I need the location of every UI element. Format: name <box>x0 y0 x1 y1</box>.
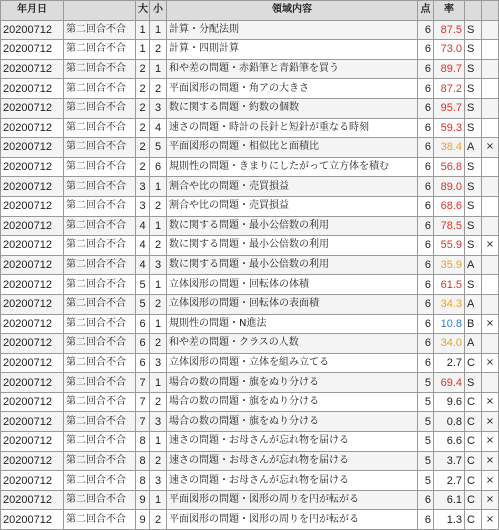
header-major: 大 <box>136 1 150 21</box>
session-cell: 第二回合不合 <box>64 157 136 177</box>
major-cell: 6 <box>136 334 150 354</box>
grade-cell: C <box>465 353 482 373</box>
rate-cell: 89.7 <box>434 59 465 79</box>
topic-cell: 計算・分配法則 <box>167 20 418 40</box>
rate-cell: 2.7 <box>434 353 465 373</box>
minor-cell: 3 <box>150 412 167 432</box>
date-cell: 20200712 <box>1 236 64 256</box>
minor-cell: 1 <box>150 59 167 79</box>
minor-cell: 2 <box>150 196 167 216</box>
minor-cell: 3 <box>150 471 167 491</box>
topic-cell: 計算・四則計算 <box>167 40 418 60</box>
session-cell: 第二回合不合 <box>64 236 136 256</box>
topic-cell: 割合や比の問題・売買損益 <box>167 196 418 216</box>
session-cell: 第二回合不合 <box>64 177 136 197</box>
points-cell: 6 <box>418 138 434 158</box>
minor-cell: 1 <box>150 490 167 510</box>
points-cell: 6 <box>418 118 434 138</box>
points-cell: 6 <box>418 510 434 530</box>
mark-cell: × <box>482 392 499 412</box>
grade-cell: C <box>465 412 482 432</box>
minor-cell: 5 <box>150 138 167 158</box>
table-row <box>1 138 499 158</box>
minor-cell: 2 <box>150 334 167 354</box>
mark-cell: × <box>482 451 499 471</box>
points-cell: 6 <box>418 334 434 354</box>
minor-cell: 2 <box>150 451 167 471</box>
date-cell: 20200712 <box>1 20 64 40</box>
table-row <box>1 40 499 60</box>
points-cell: 6 <box>418 59 434 79</box>
header-mark <box>482 1 499 21</box>
table-row <box>1 255 499 275</box>
rate-cell: 10.8 <box>434 314 465 334</box>
topic-cell: 場合の数の問題・旗をぬり分ける <box>167 392 418 412</box>
mark-cell <box>482 216 499 236</box>
points-cell: 5 <box>418 451 434 471</box>
points-cell: 6 <box>418 314 434 334</box>
rate-cell: 69.4 <box>434 373 465 393</box>
grade-cell: S <box>465 79 482 99</box>
table-row <box>1 196 499 216</box>
major-cell: 2 <box>136 98 150 118</box>
table-row <box>1 275 499 295</box>
rate-cell: 95.7 <box>434 98 465 118</box>
session-cell: 第二回合不合 <box>64 98 136 118</box>
date-cell: 20200712 <box>1 471 64 491</box>
points-cell: 6 <box>418 236 434 256</box>
rate-cell: 2.7 <box>434 471 465 491</box>
table-row <box>1 334 499 354</box>
major-cell: 2 <box>136 157 150 177</box>
header-row <box>1 1 499 21</box>
grade-cell: A <box>465 255 482 275</box>
table-row <box>1 432 499 452</box>
topic-cell: 平面図形の問題・図形の周りを円が転がる <box>167 510 418 530</box>
topic-cell: 和や差の問題・クラスの人数 <box>167 334 418 354</box>
points-cell: 6 <box>418 255 434 275</box>
minor-cell: 6 <box>150 157 167 177</box>
session-cell: 第二回合不合 <box>64 79 136 99</box>
mark-cell <box>482 118 499 138</box>
minor-cell: 2 <box>150 40 167 60</box>
topic-cell: 数に関する問題・約数の個数 <box>167 98 418 118</box>
mark-cell: × <box>482 490 499 510</box>
date-cell: 20200712 <box>1 59 64 79</box>
mark-cell <box>482 294 499 314</box>
grade-cell: B <box>465 314 482 334</box>
header-rate: 率 <box>434 1 465 21</box>
minor-cell: 1 <box>150 432 167 452</box>
topic-cell: 平面図形の問題・図形の周りを円が転がる <box>167 490 418 510</box>
date-cell: 20200712 <box>1 255 64 275</box>
mark-cell <box>482 98 499 118</box>
date-cell: 20200712 <box>1 177 64 197</box>
grade-cell: C <box>465 510 482 530</box>
points-cell: 6 <box>418 196 434 216</box>
topic-cell: 立体図形の問題・回転体の表面積 <box>167 294 418 314</box>
rate-cell: 0.8 <box>434 412 465 432</box>
topic-cell: 割合や比の問題・売買損益 <box>167 177 418 197</box>
minor-cell: 1 <box>150 216 167 236</box>
mark-cell <box>482 196 499 216</box>
mark-cell: × <box>482 314 499 334</box>
rate-cell: 1.3 <box>434 510 465 530</box>
date-cell: 20200712 <box>1 373 64 393</box>
minor-cell: 1 <box>150 373 167 393</box>
rate-cell: 68.6 <box>434 196 465 216</box>
mark-cell <box>482 177 499 197</box>
date-cell: 20200712 <box>1 432 64 452</box>
points-cell: 5 <box>418 392 434 412</box>
session-cell: 第二回合不合 <box>64 40 136 60</box>
grade-cell: S <box>465 40 482 60</box>
grade-cell: S <box>465 275 482 295</box>
major-cell: 7 <box>136 373 150 393</box>
session-cell: 第二回合不合 <box>64 392 136 412</box>
topic-cell: 場合の数の問題・旗をぬり分ける <box>167 373 418 393</box>
mark-cell <box>482 373 499 393</box>
major-cell: 9 <box>136 490 150 510</box>
rate-cell: 73.0 <box>434 40 465 60</box>
rate-cell: 3.7 <box>434 451 465 471</box>
date-cell: 20200712 <box>1 216 64 236</box>
header-date: 年月日 <box>1 1 64 21</box>
points-cell: 6 <box>418 294 434 314</box>
table-row <box>1 490 499 510</box>
minor-cell: 1 <box>150 20 167 40</box>
major-cell: 4 <box>136 255 150 275</box>
session-cell: 第二回合不合 <box>64 20 136 40</box>
mark-cell: × <box>482 432 499 452</box>
table-row <box>1 79 499 99</box>
major-cell: 3 <box>136 196 150 216</box>
major-cell: 2 <box>136 118 150 138</box>
points-cell: 5 <box>418 373 434 393</box>
rate-cell: 56.8 <box>434 157 465 177</box>
grade-cell: A <box>465 334 482 354</box>
mark-cell: × <box>482 138 499 158</box>
minor-cell: 2 <box>150 294 167 314</box>
table-row <box>1 353 499 373</box>
topic-cell: 速さの問題・お母さんが忘れ物を届ける <box>167 471 418 491</box>
topic-cell: 速さの問題・お母さんが忘れ物を届ける <box>167 432 418 452</box>
mark-cell <box>482 79 499 99</box>
table-row <box>1 20 499 40</box>
date-cell: 20200712 <box>1 490 64 510</box>
grade-cell: S <box>465 196 482 216</box>
major-cell: 8 <box>136 451 150 471</box>
rate-cell: 87.2 <box>434 79 465 99</box>
points-cell: 6 <box>418 98 434 118</box>
table-row <box>1 412 499 432</box>
points-cell: 6 <box>418 353 434 373</box>
minor-cell: 3 <box>150 353 167 373</box>
topic-cell: 和や差の問題・赤鉛筆と青鉛筆を買う <box>167 59 418 79</box>
points-cell: 5 <box>418 432 434 452</box>
session-cell: 第二回合不合 <box>64 196 136 216</box>
date-cell: 20200712 <box>1 510 64 530</box>
table-row <box>1 373 499 393</box>
minor-cell: 3 <box>150 98 167 118</box>
major-cell: 2 <box>136 79 150 99</box>
mark-cell <box>482 157 499 177</box>
date-cell: 20200712 <box>1 118 64 138</box>
table-row <box>1 216 499 236</box>
rate-cell: 55.9 <box>434 236 465 256</box>
major-cell: 4 <box>136 236 150 256</box>
rate-cell: 6.6 <box>434 432 465 452</box>
major-cell: 8 <box>136 471 150 491</box>
session-cell: 第二回合不合 <box>64 294 136 314</box>
points-cell: 6 <box>418 177 434 197</box>
grade-cell: A <box>465 294 482 314</box>
major-cell: 8 <box>136 432 150 452</box>
points-cell: 6 <box>418 20 434 40</box>
points-cell: 6 <box>418 79 434 99</box>
major-cell: 5 <box>136 294 150 314</box>
topic-cell: 平面図形の問題・相似比と面積比 <box>167 138 418 158</box>
mark-cell: × <box>482 353 499 373</box>
date-cell: 20200712 <box>1 451 64 471</box>
grade-cell: S <box>465 236 482 256</box>
table-row <box>1 98 499 118</box>
header-session <box>64 1 136 21</box>
rate-cell: 89.0 <box>434 177 465 197</box>
points-cell: 6 <box>418 275 434 295</box>
topic-cell: 立体図形の問題・回転体の体積 <box>167 275 418 295</box>
session-cell: 第二回合不合 <box>64 275 136 295</box>
minor-cell: 3 <box>150 255 167 275</box>
session-cell: 第二回合不合 <box>64 314 136 334</box>
topic-cell: 数に関する問題・最小公倍数の利用 <box>167 236 418 256</box>
rate-cell: 78.5 <box>434 216 465 236</box>
points-cell: 6 <box>418 157 434 177</box>
minor-cell: 2 <box>150 79 167 99</box>
date-cell: 20200712 <box>1 353 64 373</box>
rate-cell: 61.5 <box>434 275 465 295</box>
points-cell: 6 <box>418 490 434 510</box>
minor-cell: 2 <box>150 236 167 256</box>
major-cell: 1 <box>136 20 150 40</box>
mark-cell: × <box>482 510 499 530</box>
date-cell: 20200712 <box>1 275 64 295</box>
points-cell: 6 <box>418 40 434 60</box>
major-cell: 6 <box>136 314 150 334</box>
minor-cell: 1 <box>150 275 167 295</box>
grade-cell: S <box>465 177 482 197</box>
session-cell: 第二回合不合 <box>64 412 136 432</box>
session-cell: 第二回合不合 <box>64 138 136 158</box>
major-cell: 2 <box>136 138 150 158</box>
date-cell: 20200712 <box>1 157 64 177</box>
minor-cell: 2 <box>150 510 167 530</box>
rate-cell: 87.5 <box>434 20 465 40</box>
minor-cell: 1 <box>150 314 167 334</box>
topic-cell: 数に関する問題・最小公倍数の利用 <box>167 216 418 236</box>
mark-cell: × <box>482 236 499 256</box>
rate-cell: 6.1 <box>434 490 465 510</box>
topic-cell: 場合の数の問題・旗をぬり分ける <box>167 412 418 432</box>
session-cell: 第二回合不合 <box>64 353 136 373</box>
session-cell: 第二回合不合 <box>64 432 136 452</box>
table-row <box>1 59 499 79</box>
grade-cell: S <box>465 98 482 118</box>
mark-cell <box>482 40 499 60</box>
date-cell: 20200712 <box>1 196 64 216</box>
header-grade <box>465 1 482 21</box>
mark-cell <box>482 20 499 40</box>
grade-cell: S <box>465 118 482 138</box>
date-cell: 20200712 <box>1 138 64 158</box>
grade-cell: S <box>465 373 482 393</box>
grade-cell: S <box>465 216 482 236</box>
session-cell: 第二回合不合 <box>64 490 136 510</box>
grade-cell: S <box>465 59 482 79</box>
points-cell: 6 <box>418 216 434 236</box>
date-cell: 20200712 <box>1 79 64 99</box>
topic-cell: 規則性の問題・N進法 <box>167 314 418 334</box>
rate-cell: 34.3 <box>434 294 465 314</box>
session-cell: 第二回合不合 <box>64 510 136 530</box>
table-header <box>1 1 499 21</box>
table-row <box>1 236 499 256</box>
rate-cell: 34.0 <box>434 334 465 354</box>
mark-cell <box>482 334 499 354</box>
table-row <box>1 177 499 197</box>
header-points: 点 <box>418 1 434 21</box>
session-cell: 第二回合不合 <box>64 334 136 354</box>
minor-cell: 1 <box>150 177 167 197</box>
table-row <box>1 118 499 138</box>
grade-cell: C <box>465 392 482 412</box>
grade-cell: S <box>465 20 482 40</box>
table-row <box>1 451 499 471</box>
header-topic: 領域内容 <box>167 1 418 21</box>
grade-cell: C <box>465 432 482 452</box>
session-cell: 第二回合不合 <box>64 373 136 393</box>
date-cell: 20200712 <box>1 334 64 354</box>
grade-cell: S <box>465 157 482 177</box>
points-cell: 5 <box>418 471 434 491</box>
rate-cell: 9.6 <box>434 392 465 412</box>
topic-cell: 速さの問題・お母さんが忘れ物を届ける <box>167 451 418 471</box>
mark-cell <box>482 275 499 295</box>
points-cell: 5 <box>418 412 434 432</box>
major-cell: 2 <box>136 59 150 79</box>
table-row <box>1 314 499 334</box>
minor-cell: 4 <box>150 118 167 138</box>
major-cell: 6 <box>136 353 150 373</box>
session-cell: 第二回合不合 <box>64 59 136 79</box>
major-cell: 7 <box>136 392 150 412</box>
grade-cell: A <box>465 138 482 158</box>
mark-cell: × <box>482 471 499 491</box>
topic-cell: 数に関する問題・最小公倍数の利用 <box>167 255 418 275</box>
rate-cell: 35.9 <box>434 255 465 275</box>
topic-cell: 規則性の問題・きまりにしたがって立方体を積む <box>167 157 418 177</box>
session-cell: 第二回合不合 <box>64 118 136 138</box>
grade-cell: C <box>465 490 482 510</box>
major-cell: 1 <box>136 40 150 60</box>
major-cell: 5 <box>136 275 150 295</box>
major-cell: 3 <box>136 177 150 197</box>
mark-cell: × <box>482 412 499 432</box>
session-cell: 第二回合不合 <box>64 471 136 491</box>
minor-cell: 2 <box>150 392 167 412</box>
header-minor: 小 <box>150 1 167 21</box>
major-cell: 4 <box>136 216 150 236</box>
grade-cell: C <box>465 451 482 471</box>
table-row <box>1 157 499 177</box>
table-body <box>1 20 499 529</box>
table-row <box>1 471 499 491</box>
date-cell: 20200712 <box>1 294 64 314</box>
session-cell: 第二回合不合 <box>64 216 136 236</box>
grade-cell: C <box>465 471 482 491</box>
date-cell: 20200712 <box>1 40 64 60</box>
date-cell: 20200712 <box>1 98 64 118</box>
topic-cell: 平面図形の問題・角アの大きさ <box>167 79 418 99</box>
table-row <box>1 510 499 530</box>
major-cell: 7 <box>136 412 150 432</box>
topic-cell: 立体図形の問題・立体を組み立てる <box>167 353 418 373</box>
session-cell: 第二回合不合 <box>64 255 136 275</box>
topic-cell: 速さの問題・時計の長針と短針が重なる時刻 <box>167 118 418 138</box>
major-cell: 9 <box>136 510 150 530</box>
rate-cell: 59.3 <box>434 118 465 138</box>
table-row <box>1 294 499 314</box>
rate-cell: 38.4 <box>434 138 465 158</box>
mark-cell <box>482 255 499 275</box>
date-cell: 20200712 <box>1 392 64 412</box>
mark-cell <box>482 59 499 79</box>
date-cell: 20200712 <box>1 314 64 334</box>
date-cell: 20200712 <box>1 412 64 432</box>
session-cell: 第二回合不合 <box>64 451 136 471</box>
table-row <box>1 392 499 412</box>
